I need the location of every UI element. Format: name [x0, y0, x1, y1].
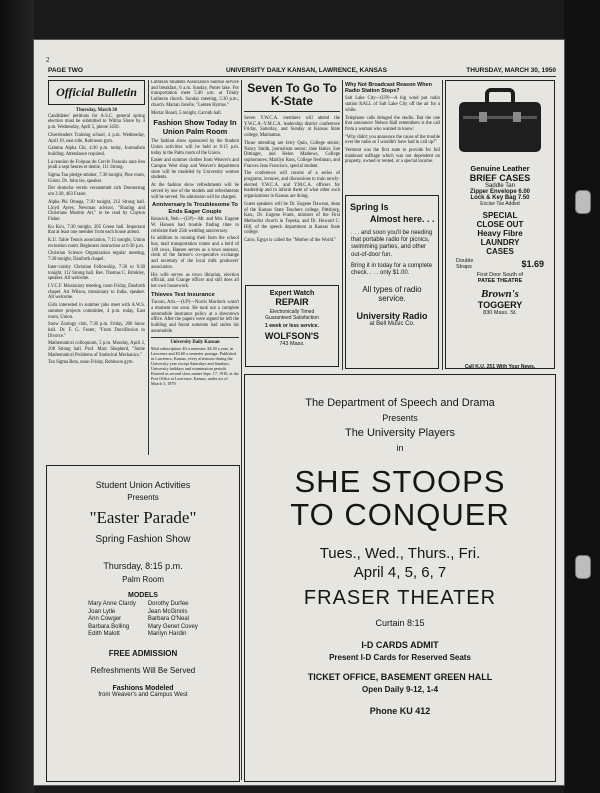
header-date: THURSDAY, MARCH 30, 1950	[466, 67, 556, 74]
bulletin-item: Christian Science Organization regular meeting, 7:30 tonight, Danforth chapel.	[48, 251, 145, 263]
models-heading: MODELS	[128, 592, 158, 599]
models-list	[47, 601, 239, 639]
headline-broadcast: Why Not Broadcast Reason When Radio Station Stops?	[345, 82, 432, 95]
model-name: Jean McGinnis	[147, 608, 188, 615]
ad-line: The Department of Speech and Drama	[305, 397, 495, 409]
bulletin-title: Official Bulletin	[48, 80, 145, 105]
binder-ring	[575, 555, 591, 579]
article-paragraph: At the fashion show refreshments will be served by one of the models and refreshments will be served. No admission will be charged.	[151, 183, 239, 200]
model-name: Mary Anne Clardy	[88, 601, 136, 607]
ad-line: Student Union Activities	[95, 480, 191, 490]
ad-line: FREE ADMISSION	[108, 648, 178, 658]
ad-address: 830 Mass. St.	[483, 310, 517, 316]
bulletin-item: Mathematical colloquium, 5 p.m. Monday, April 3, 208 Strong hall. Prof. Marc Shepherd, "Some Mathematical Problems of Statistical Mechanics."	[48, 341, 145, 358]
ad-line: BRIEF CASES	[469, 173, 531, 183]
column-rule	[342, 80, 343, 370]
article-paragraph: "Why didn't you announce the cause of the trouble over the radio so I wouldn't have had to call up?"	[345, 134, 440, 146]
column-rule	[442, 80, 443, 370]
ad-business-name: WOLFSON'S	[264, 331, 320, 341]
masthead-body: Mail subscription: $3 a semester, $4.50 a year, in Lawrence and $3.60 a semester postage. Published in Lawrence, Kansas, every afternoon during the University year except Saturdays and Sundays, University holidays and examination periods. Entered as second class matter Sept. 17, 1910, at the Post Office at Lawrence, Kansas, under act of March 3, 1879.	[151, 346, 239, 387]
ad-line: First Door South of	[476, 272, 524, 278]
bulletin-item: Ku Ku's, 7:30 tonight, 205 Green hall. Important that at least one member from each house attend.	[48, 224, 145, 236]
ad-line: Genuine Leather	[470, 164, 530, 173]
header-center: UNIVERSITY DAILY KANSAN, LAWRENCE, KANSAS	[226, 67, 387, 74]
bulletin-item: Gamma Alpha Chi, 4:30 p.m. today, Journalism building. Attendance required.	[48, 146, 145, 157]
price-row	[446, 256, 554, 272]
news-column-2	[151, 80, 239, 462]
headline-anniversary: Anniversary Is Troublesome To Ends Eager Couple	[152, 202, 238, 215]
ad-line: Fashions Modeled	[112, 684, 174, 692]
page-header	[48, 67, 556, 77]
ad-line: Lock & Key Bag 7.50	[470, 195, 530, 201]
article-paragraph: Tucson, Ariz.—(UP)—Norris Murdock wasn't a moment too soon. He took out a complete automobile insurance policy at a downtown office. After the papers were signed he left the building and found someone had stolen his automobile.	[151, 300, 239, 334]
bulletin-item: La reunion de Foiquas du Cercle Francais aura lieu jeudi a sept heures et demie, 111 Strong.	[48, 159, 145, 171]
model-name: Barbara O'Neal	[147, 616, 189, 622]
article-paragraph: Those attending are Jerry Quin, College senior; Nancy Smith, journalism senior; Jane Baker, Sue Dittinger, and Helen Mathews, College sophomores; Marilyn Ross, College freshman, and Frances Jean Francisco, special student.	[244, 140, 340, 169]
broadcast-article	[345, 80, 440, 190]
ad-line: Double Straps	[456, 258, 474, 270]
bulletin-date: Thursday, March 30	[76, 108, 117, 113]
masthead-title: University Daily Kansan	[170, 340, 220, 346]
ad-title: "Easter Parade"	[89, 508, 197, 527]
model-name: Barbara Bolling	[88, 623, 130, 630]
article-paragraph: The fashion show sponsored by the Student Union activities will be held at 8:15 p.m. today in the Palm room of the Union.	[151, 139, 239, 156]
ad-address: at Bell Music Co.	[369, 321, 415, 328]
ad-line: Almost here. . .	[370, 214, 435, 224]
ad-line: Spring Is	[350, 202, 389, 212]
watch-repair-ad	[245, 285, 339, 367]
bulletin-item: K.U. Table Tennis association, 7:15 tonight, Union recreation room. Beginners instruction at 6:30 p.m.	[48, 238, 145, 249]
official-bulletin	[48, 80, 145, 460]
article-paragraph: Seven Y.W.C.A. members will attend the Y.W.C.A.-Y.M.C.A. leadership district conference Friday, Saturday, and Sunday at Kansas State college, Manhattan.	[244, 116, 340, 139]
binder-ring	[575, 190, 591, 214]
headline-thieves: Thieves Test Insurance	[151, 291, 215, 298]
ad-line: Open Daily 9-12, 1-4	[361, 685, 439, 694]
bulletin-item: I.V.C.F. Missionary meeting, noon Friday, Danforth chapel. Art Wilson, missionary to India, speaker. All welcome.	[48, 283, 145, 301]
play-title: TO CONQUER	[290, 497, 510, 532]
briefcase-icon	[455, 86, 545, 156]
ad-line: in	[396, 443, 404, 453]
model-name: Mary Genet Covey	[147, 623, 198, 630]
page-binding	[0, 0, 34, 793]
ad-line: April 4, 5, 6, 7	[353, 564, 447, 581]
bulletin-item: Candidates' petitions for A.S.C. general spring election must be submitted to Wilma Shore by 4 p.m. Wednesday, April 5, phone 3450.	[48, 113, 145, 131]
ad-line: Expert Watch	[269, 290, 315, 297]
article-paragraph: Vermont was the first state to provide for full manhood suffrage which was not dependent on property, owned or rented, or a special income.	[345, 148, 440, 165]
browns-toggery-ad	[445, 80, 555, 369]
header-left: PAGE TWO	[48, 67, 83, 74]
ad-line: SPECIAL	[482, 211, 518, 220]
ad-address: 743 Mass.	[279, 341, 305, 347]
ad-line: All types of radio service.	[362, 285, 422, 304]
bulletin-item: Inter-varsity Christian Fellowship, 7:30 to 9:30 tonight, 112 Strong hall. Rev. Thomas C. Brinkley, speaker. All welcome.	[48, 264, 145, 282]
k-state-article	[244, 80, 340, 280]
model-name: Edith Malott	[88, 631, 120, 637]
article-paragraph: Salt Lake City—(UP)—A big wind put radio station KALL of Salt Lake City off the air for a while.	[345, 96, 440, 113]
bulletin-item: Alpha Phi Omega, 7:30 tonight, 212 Strong hall. Lloyd Ayres, Newman advisor, "Sharing and Christians Modern Art," to be read by Clayton Fisher.	[48, 199, 145, 222]
ad-line: CLOSE OUT	[476, 220, 524, 229]
bulletin-item: Girls interested in summer jobs meet with A.W.S. summer projects committee, 4 p.m. today, East room, Union.	[48, 303, 145, 320]
ad-line: Saddle Tan	[485, 183, 515, 189]
masthead	[151, 337, 239, 386]
ad-line: Present I-D Cards for Reserved Seats	[329, 653, 471, 662]
bulletin-item: Cheerleaders Training school, 4 p.m. Wednesday, April 19, east side, Robinson gym.	[48, 132, 145, 144]
ad-line: CASES	[486, 247, 514, 256]
model-name: Dorothy Durfee	[147, 601, 189, 607]
play-title: SHE STOOPS	[294, 464, 506, 499]
article-paragraph: Mortar Board, 5 tonight, Carruth hall.	[151, 110, 222, 116]
ad-line: Excise Tax Added	[480, 201, 520, 207]
article-paragraph: Lutheran Students Association Sunrise service and breakfast, 6 a.m. Sunday, Potter lake. For transportation meet 5:40 a.m. at Trinity Lutheran church. Sunday meeting, 5:30 p.m., church. Marian Javelle, "Lenten Hymns."	[151, 80, 239, 108]
page-number: 2	[46, 56, 50, 64]
ad-line: PATEE THEATRE	[477, 278, 523, 284]
ad-line: Refreshments Will Be Served	[90, 665, 196, 675]
binder-edge	[564, 0, 600, 793]
article-paragraph: Telephone calls deluged the studio. But the one that announcer Nelson Hall remembers is the call from a woman who wanted to know:	[345, 115, 440, 132]
column-rule	[148, 80, 149, 455]
ad-line: The University Players	[344, 427, 456, 439]
ad-business-name: TOGGERY	[477, 300, 523, 310]
ad-line: Presents	[382, 413, 418, 423]
easter-parade-ad	[46, 465, 240, 782]
ad-line: Curtain 8:15	[375, 618, 425, 628]
bulletin-item: Sigma Tau pledge smoker, 7:30 tonight, Pine room, Union. Dr. John Ise, speaker.	[48, 173, 145, 184]
ad-business-name: University Radio	[356, 311, 428, 322]
article-paragraph: The conference will consist of a series of programs, lectures, and discussions to train newly-elected Y.W.C.A. and Y.M.C.A. officers for leadership and to inform them of what other such organizations in Kansas are doing.	[244, 171, 340, 200]
venue: FRASER THEATER	[303, 587, 497, 609]
ad-line: Spring Fashion Show	[95, 534, 191, 545]
bulletin-item: Tau Sigma Beta, noon Friday, Robinson gym.	[48, 360, 134, 366]
ad-body: . . . and soon you'll be needing that portable radio for picnics, swimming parties, and other out-of-door fun.	[351, 230, 433, 258]
article-paragraph: Cairo, Egypt is called the "Mother of the World."	[244, 238, 337, 244]
article-paragraph: His wife serves as town librarian, election official, and Grange officer and still does all her own housework.	[151, 272, 239, 289]
ad-line: Heavy Fibre	[477, 229, 523, 238]
headline-k-state: Seven To Go To K-State	[244, 82, 340, 112]
article-paragraph: Easter and summer clothes from Weaver's and Campus West shop and Weaver's department store will be modeled by University women students.	[151, 158, 239, 181]
model-name: Joan Lytle	[88, 608, 116, 615]
headline-fashion-show: Fashion Show Today In Union Palm Room	[153, 118, 237, 136]
ad-business-name: Brown's	[481, 288, 519, 300]
ad-line: Phone KU 412	[369, 706, 431, 716]
ad-line: REPAIR	[275, 297, 309, 307]
column-rule	[241, 80, 242, 780]
ad-line: 1 week or less service.	[265, 323, 319, 329]
article-paragraph: In addition to running their farm the school bus, mail transportation routes and a herd of 140 cows, Hansen serves as a town assessor, clerk of the farmer's co-operative exchange and secretary of the local milk producers' association.	[151, 236, 239, 270]
ad-line: Zipper Envelope 6.00	[469, 189, 531, 195]
ad-line: Guaranteed Satisfaction	[265, 315, 319, 321]
ad-line: Tues., Wed., Thurs., Fri.	[319, 545, 481, 562]
news-phone-note: Call K.U. 251 With Your News.	[464, 364, 536, 370]
ad-line: LAUNDRY	[480, 238, 520, 247]
ad-line: I-D CARDS ADMIT	[361, 640, 439, 650]
bulletin-item: Der deutsche verein versammelt sich Donnerstag um 3:30, 403 Fraser.	[48, 186, 145, 198]
price: $1.69	[521, 259, 544, 269]
ad-line: Palm Room	[122, 575, 164, 584]
model-name: Ann Cowger	[88, 616, 122, 622]
ad-line: from Weaver's and Campus West	[98, 691, 188, 698]
article-paragraph: Kenwick, Neb.—(UP)—Mr. and Mrs. Eugene W. Hansen had trouble finding time to celebrate their 25th wedding anniversary.	[151, 217, 239, 234]
university-radio-ad	[345, 195, 439, 369]
ad-line: Presents	[127, 493, 159, 502]
ad-line: Electronically Timed	[269, 309, 315, 315]
article-paragraph: Guest speakers will be Dr. Eugene Dawson, dean of the Kansas State Teachers college, Pittsburg, Kan.; Dr. Eugene Frank, minister of the First Methodist church in Topeka, and Dr. Howard C. Hill, of the speech department at Kansas State college.	[244, 201, 340, 236]
ad-body: Bring it in today for a complete check. . . . only $1.00.	[351, 262, 433, 277]
ad-line: Thursday, 8:15 p.m.	[103, 561, 183, 571]
model-name: Marilyn Hardin	[147, 631, 187, 637]
she-stoops-ad	[244, 374, 556, 782]
bulletin-item: Snow Zoology club, 7:30 p.m. Friday, 206 Snow hall. Dr. F. G. Foster, "From Dorsiflexion to Divorce."	[48, 322, 145, 339]
ad-line: TICKET OFFICE, BASEMENT GREEN HALL	[307, 672, 493, 682]
